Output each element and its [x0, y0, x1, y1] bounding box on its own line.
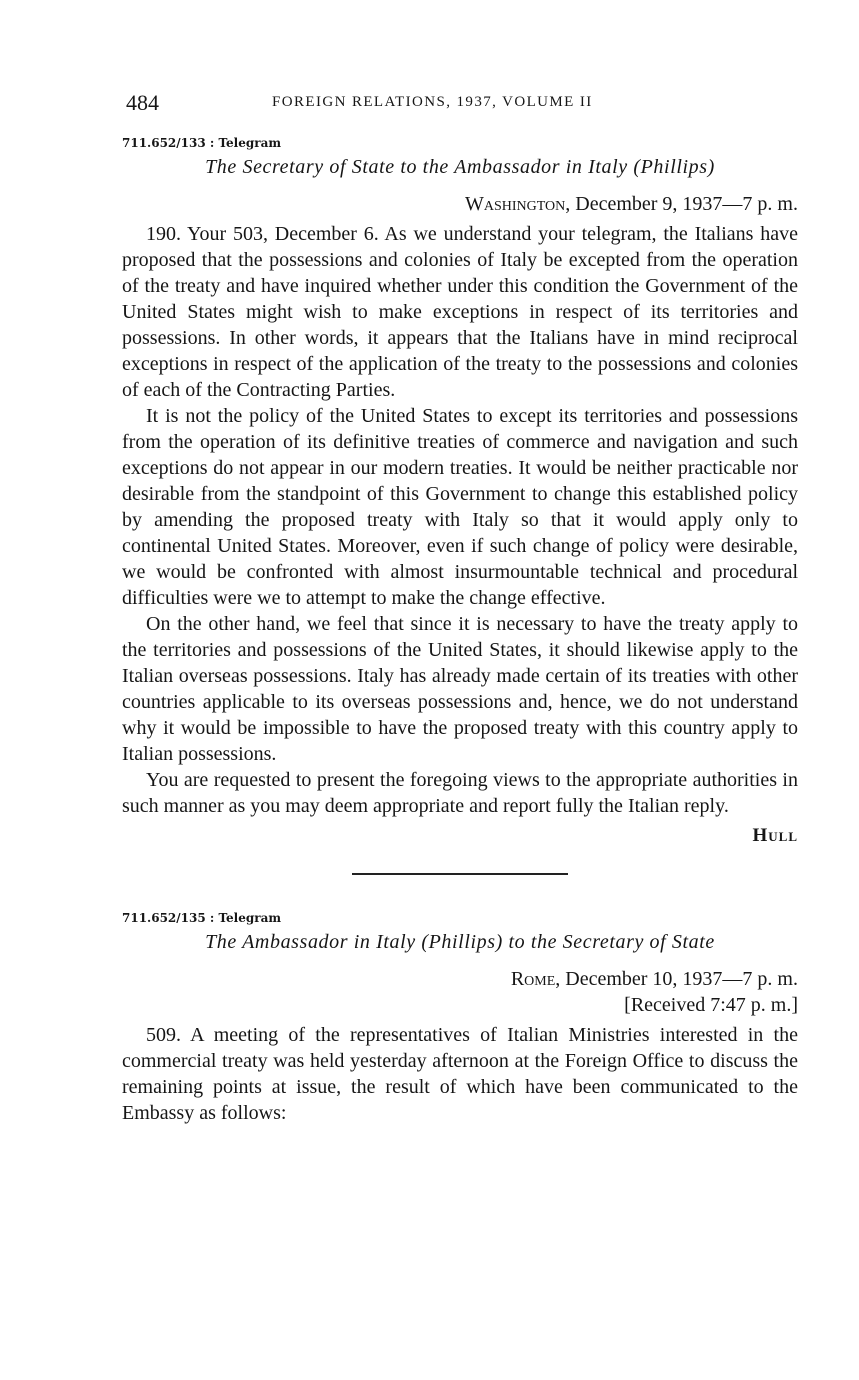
page-header	[122, 88, 798, 118]
document-2	[122, 911, 798, 1126]
signature: Hull	[752, 825, 798, 846]
document-title: The Ambassador in Italy (Phillips) to the Secretary of State	[205, 931, 715, 953]
paragraph: You are requested to present the foregoing views to the appropriate authorities in such manner as you may deem appropriate and report fully the Italian reply.	[122, 769, 798, 817]
section-divider	[352, 873, 568, 875]
received-note: [Received 7:47 p. m.]	[624, 994, 798, 1016]
running-title: FOREIGN RELATIONS, 1937, VOLUME II	[272, 94, 593, 110]
paragraph: On the other hand, we feel that since it is necessary to have the treaty apply to the territories and possessions of the United States, it should likewise apply to the Italian overseas possessions. Italy has already made certain of its treaties with other countries applicable to its overseas possessions and, hence, we do not understand why it would be impossible to have the proposed treaty with this country apply to Italian possessions.	[122, 613, 798, 765]
dateline-place: Rome	[510, 968, 556, 990]
file-reference: 711.652/133 : Telegram	[122, 136, 282, 150]
file-reference: 711.652/135 : Telegram	[122, 911, 282, 925]
dateline-date: , December 9, 1937—7 p. m.	[565, 193, 798, 215]
dateline-place: Washington	[464, 193, 566, 215]
document-page	[122, 88, 798, 1126]
paragraph: It is not the policy of the United States to except its territories and possessions from the operation of its definitive treaties of commerce and navigation and such exceptions do not appear in our modern treaties. It would be neither practicable nor desirable from the standpoint of this Government to change this established policy by amending the proposed treaty with Italy so that it would apply only to continental United States. Moreover, even if such change of policy were desirable, we would be confronted with almost insurmountable technical and procedural difficulties were we to attempt to make the change effective.	[122, 405, 798, 609]
document-1	[122, 136, 798, 847]
dateline-date: , December 10, 1937—7 p. m.	[555, 968, 798, 990]
paragraph: 509. A meeting of the representatives of Italian Ministries interested in the commercial treaty was held yesterday afternoon at the Foreign Office to discuss the remaining points at issue, the result of which have been communicated to the Embassy as follows:	[122, 1024, 798, 1124]
paragraph: 190. Your 503, December 6. As we understand your telegram, the Italians have proposed that the possessions and colonies of Italy be excepted from the operation of the treaty and have inquired whether under this condition the Government of the United States might wish to make exceptions in respect of its territories and possessions. In other words, it appears that the Italians have in mind reciprocal exceptions in respect of the application of the treaty to the possessions and colonies of each of the Contracting Parties.	[122, 223, 798, 401]
dateline	[122, 966, 798, 992]
document-title: The Secretary of State to the Ambassador in Italy (Phillips)	[205, 156, 715, 178]
page-number: 484	[126, 90, 159, 115]
dateline	[122, 191, 798, 217]
